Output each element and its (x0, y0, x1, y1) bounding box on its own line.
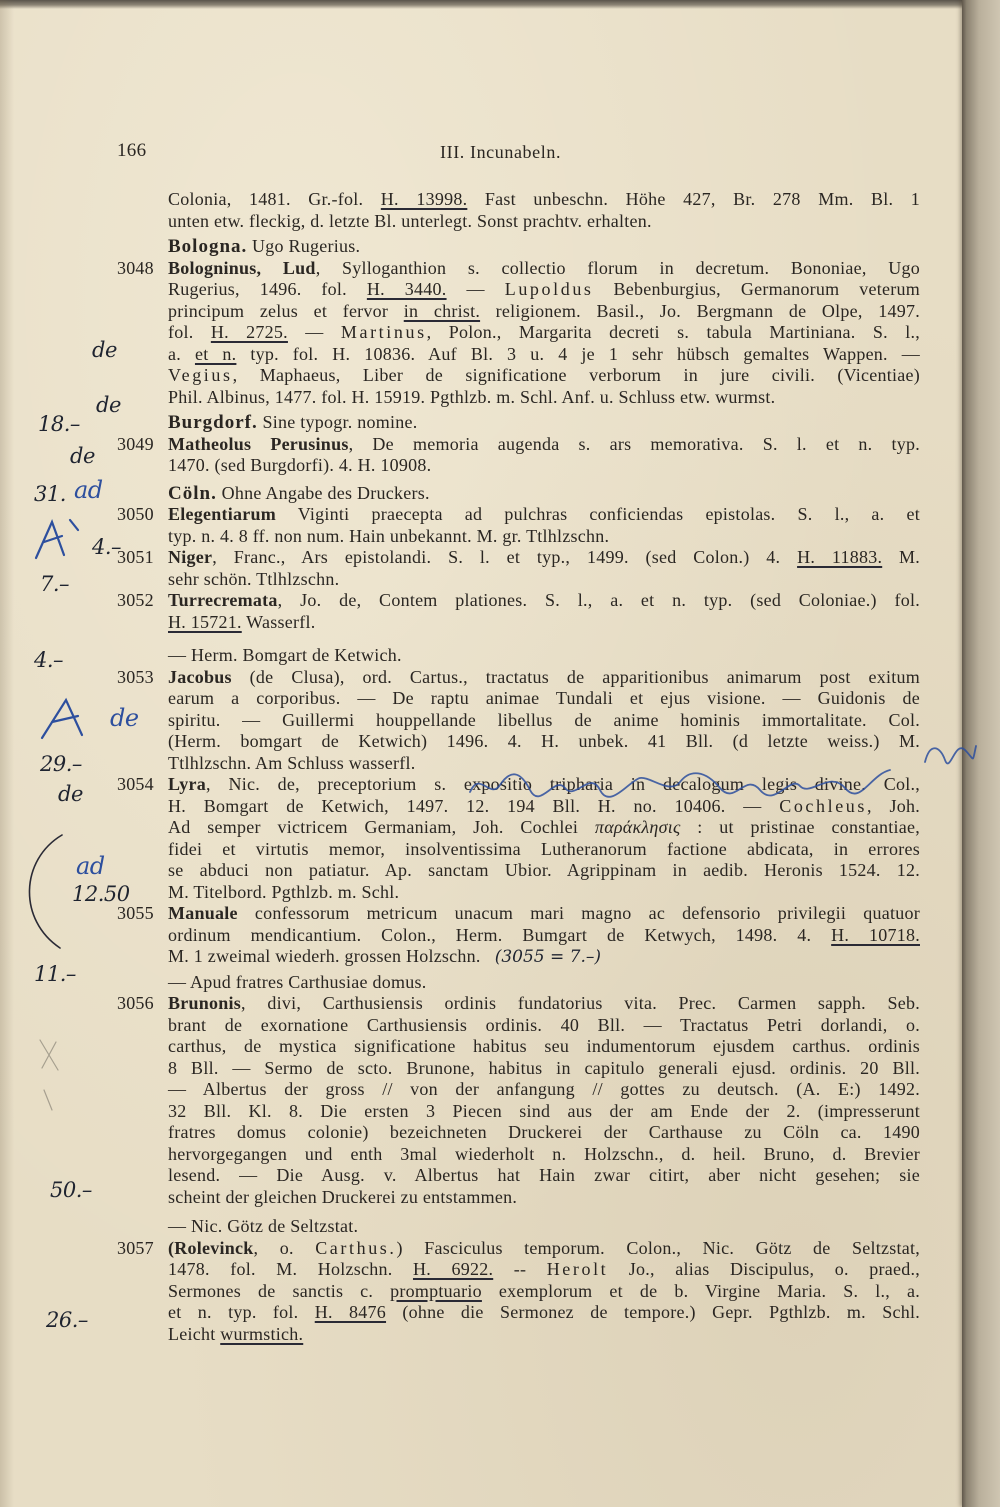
underlined-reference: et n. (194, 343, 237, 364)
text-line (117, 504, 920, 526)
margin-note: 18.– (38, 412, 80, 436)
text-line (168, 796, 920, 818)
text-line (168, 972, 920, 994)
pencil-mark (40, 1040, 58, 1110)
text-line (168, 1165, 920, 1187)
margin-note: 12.50 (72, 882, 130, 906)
spaced-author-name: Vegius (168, 365, 233, 385)
text-segment: Ugo Rugerius. (247, 236, 361, 256)
greek-word: παράκλησις (594, 817, 681, 837)
text-line (168, 279, 920, 301)
entry-title: Bologna. (168, 236, 248, 257)
text-segment: Phil. Albinus, 1477. fol. H. 15919. Pgthlzb. m. Schl. Anf. u. Schluss etw. wurmst. (168, 386, 776, 407)
text-line (168, 1015, 920, 1037)
entry-number: 3055 (117, 903, 154, 923)
text-segment: , Jo. de, Contem plationes. S. l., a. et n. typ. (sed Coloniae.) fol. (277, 590, 920, 610)
entry-number: 3053 (117, 666, 154, 687)
text-line (168, 753, 920, 775)
text-segment: , Polon., Margarita decreti s. tabula Martiniana. S. l., (426, 322, 920, 342)
text-line (168, 1058, 920, 1080)
page-number: 166 (117, 140, 147, 161)
text-segment: Ad semper victricem Germaniam, Joh. Cochlei (168, 817, 595, 837)
entry-number: 3051 (117, 547, 154, 567)
text-segment: unten etw. fleckig, d. letzte Bl. unterlegt. Sonst prachtv. erhalten. (168, 210, 652, 231)
text-line (168, 839, 920, 861)
entry-number: 3052 (117, 590, 154, 610)
underlined-reference: H. 2725. (210, 322, 288, 342)
text-line (168, 344, 920, 366)
margin-note: ad (74, 476, 103, 504)
margin-note: 29.– (40, 752, 82, 776)
text-line (168, 1122, 920, 1144)
text-segment: hervorgegangen und enth 3mal wiederholt n. Holzschn., d. heil. Bruno, d. Brevier (168, 1143, 920, 1164)
text-line (117, 993, 920, 1015)
text-segment: , Nic. de, preceptorium s. expositio tripharia in decalogum legis divine. Col., (206, 774, 920, 794)
text-line (168, 387, 920, 409)
entry-title: Lyra (168, 774, 207, 794)
margin-note: 4.– (92, 535, 122, 559)
text-segment: H. Bomgart de Ketwich, 1497. 12. 194 Bll. H. no. 10406. — (168, 795, 780, 816)
text-line (168, 612, 920, 634)
spaced-author-name: Cochleus (779, 795, 868, 816)
text-segment: Jo., alias Discipulus, o. praed., (608, 1259, 920, 1279)
scan-left-shadow (0, 0, 14, 1507)
text-segment: principum zelus et fervor (168, 300, 404, 321)
catalog-entry (117, 1237, 921, 1346)
text-line (168, 645, 920, 667)
text-segment: Fast unbeschn. Höhe 427, Br. 278 Mm. Bl. 1 (467, 189, 920, 209)
text-segment: lesend. — Die Ausg. v. Albertus hat Hain zwar citirt, aber nicht gesehen; sie (168, 1165, 920, 1185)
text-segment: (Herm. bomgart de Ketwich) 1496. 4. H. unbek. 41 Bll. (d letzte weiss.) M. (168, 731, 920, 751)
text-line (168, 1302, 920, 1324)
text-segment: exemplorum et de b. Virgine Maria. S. l., a. (481, 1280, 920, 1301)
section-heading (168, 972, 920, 994)
catalog-entry (117, 774, 920, 903)
text-segment: — Albertus der gross // von der anfangung // gottes zu deutsch. (A. E:) 1492. (168, 1079, 920, 1099)
margin-bracket (29, 835, 62, 948)
blue-ink-mark (42, 700, 82, 738)
text-line (168, 1259, 920, 1281)
catalog-entry (117, 433, 920, 477)
underlined-reference: H. 11883. (797, 547, 883, 567)
entry-title: Jacobus (168, 666, 232, 687)
margin-note: de (92, 338, 117, 362)
underlined-reference: wurmstich. (220, 1323, 304, 1344)
text-segment: sehr schön. Ttlhlzschn. (168, 568, 340, 589)
text-segment: — (446, 279, 505, 299)
text-segment: Colonia, 1481. Gr.-fol. (168, 189, 381, 209)
handwritten-annotation: (3055 = 7.–) (494, 947, 601, 967)
text-segment: , De memoria augenda s. ars memorativa. S. l. et n. typ. (348, 433, 920, 454)
entry-title: Burgdorf. (168, 412, 258, 433)
text-line (117, 257, 920, 280)
text-segment: -- (493, 1259, 547, 1279)
text-segment: , Joh. (867, 795, 920, 816)
entry-number: 3057 (117, 1237, 154, 1258)
section-heading (168, 645, 920, 667)
text-line (168, 1187, 920, 1209)
margin-note: de (96, 393, 121, 417)
margin-note: 7.– (40, 572, 70, 596)
catalog-body (117, 189, 921, 1345)
text-segment: — Herm. Bomgart de Ketwich. (168, 645, 402, 665)
text-segment: M. 1 zweimal wiederh. grossen Holzschn. (168, 946, 481, 966)
underlined-reference: H. 8476 (314, 1302, 387, 1322)
entry-title: (Rolevinck (168, 1237, 254, 1258)
underlined-reference: in christ. (403, 300, 481, 321)
entry-number: 3049 (117, 433, 154, 454)
text-segment: 1478. fol. M. Holzschn. (168, 1259, 413, 1279)
text-line (168, 1216, 920, 1238)
text-line (168, 946, 920, 968)
text-segment: 1470. (sed Burgdorfi). 4. H. 10908. (168, 455, 432, 475)
section-heading (168, 412, 920, 434)
text-segment: — (287, 322, 341, 342)
text-segment: spiritu. — Guillermi houppellande libellus de anime hominis immortalitate. Col. (168, 709, 920, 730)
text-line (168, 817, 920, 839)
text-segment: , divi, Carthusiensis ordinis fundatorius vita. Prec. Carmen sapph. Seb. (241, 993, 920, 1013)
text-line (168, 860, 920, 882)
text-line (168, 483, 920, 505)
underlined-reference: H. 13998. (380, 189, 468, 209)
text-line (168, 412, 920, 434)
entry-title: Bologninus, Lud (168, 257, 316, 278)
text-segment: Ohne Angabe des Druckers. (216, 482, 430, 503)
text-line (168, 236, 920, 258)
catalog-entry (117, 547, 920, 590)
section-heading (168, 236, 920, 258)
text-segment: typ. n. 4. 8 ff. non num. Hain unbekannt. M. gr. Ttlhlzschn. (168, 525, 610, 546)
text-segment: fratres domus colonie) bezeichneten Druckerei der Carthause zu Cöln ca. 1490 (168, 1122, 920, 1142)
spaced-author-name: Martinus (340, 322, 427, 342)
text-line (168, 882, 920, 904)
text-line (168, 688, 920, 710)
text-segment: — Apud fratres Carthusiae domus. (168, 971, 427, 992)
text-line (117, 433, 920, 456)
scan-top-edge (0, 0, 1000, 9)
text-line (117, 666, 920, 689)
spaced-author-name: Carthus. (315, 1237, 397, 1258)
text-line (117, 774, 920, 796)
text-line (117, 903, 920, 925)
entry-number: 3056 (117, 993, 154, 1013)
text-line (168, 1324, 920, 1346)
text-segment: (de Clusa), ord. Cartus., tractatus de apparitionibus animarum post exitum (231, 666, 920, 687)
text-segment: fidei et virtutis memor, insolventissima Lutheranorum factione abdicata, in errores (168, 838, 920, 859)
text-segment: , Sylloganthion s. collectio florum in decretum. Bononiae, Ugo (315, 257, 920, 278)
running-title: III. Incunabeln. (440, 142, 562, 162)
margin-note: 26.– (46, 1308, 88, 1332)
text-line (168, 1079, 920, 1101)
spaced-author-name: Lupoldus (504, 279, 594, 299)
margin-note: de (58, 782, 83, 806)
entry-title: Turrecremata (168, 590, 278, 610)
entry-number: 3048 (117, 257, 154, 278)
text-segment: Bebenburgius, Germanorum veterum (593, 279, 920, 299)
underlined-reference: H. 3440. (366, 279, 447, 299)
text-segment: ordinum mendicantium. Colon., Herm. Bumgart de Ketwych, 1498. 4. (168, 924, 832, 945)
text-segment: confessorum metricum unacum mari magno ac defensorio privilegii quatuor (237, 903, 920, 923)
catalog-entry (117, 257, 921, 409)
section-heading (168, 483, 920, 505)
text-segment: brant de exornatione Carthusiensis ordinis. 40 Bll. — Tractatus Petri dorlandi, o. (168, 1014, 920, 1035)
underlined-reference: H. 15721. (168, 611, 242, 632)
text-line (168, 322, 920, 344)
text-segment: 32 Bll. Kl. 8. Die ersten 3 Piecen sind aus der am Ende der 2. (impresserunt (168, 1100, 920, 1121)
text-segment: carthus, de mystica significatione habitus seu indumentorum ejusdem carthus. ordinis (168, 1036, 920, 1056)
margin-note: 50.– (50, 1178, 92, 1202)
entry-title: Manuale (168, 903, 238, 923)
entry-title: Cöln. (168, 482, 217, 504)
text-segment: Sine typogr. nomine. (257, 412, 418, 432)
underlined-reference: promptuario (390, 1280, 482, 1301)
catalog-entry (117, 666, 920, 775)
entry-number: 3054 (117, 774, 154, 794)
underlined-reference: H. 6922. (412, 1259, 494, 1279)
blue-ink-mark (36, 520, 78, 558)
text-line (168, 211, 920, 233)
entry-number: 3050 (117, 504, 154, 524)
text-segment: earum a corporibus. — De raptu animae Tundali et ejus visione. — Guidonis de (168, 688, 920, 708)
text-segment: typ. fol. H. 10836. Auf Bl. 3 u. 4 je 1 sehr hübsch gemaltes Wappen. — (236, 343, 921, 364)
text-line (168, 365, 920, 387)
catalog-entry (168, 189, 920, 232)
text-line (168, 1144, 920, 1166)
text-segment: a. (168, 343, 195, 364)
section-heading (168, 1216, 920, 1238)
text-segment: — Nic. Götz de Seltzstat. (168, 1216, 359, 1236)
text-segment: Viginti praecepta ad pulchras conficiendas epistolas. S. l., a. et (276, 504, 920, 524)
text-segment: Rugerius, 1496. fol. (168, 279, 367, 299)
spaced-author-name: Herolt (546, 1259, 609, 1279)
catalog-entry (117, 903, 920, 968)
text-segment: 8 Bll. — Sermo de scto. Brunone, habitus in capitulo generali ejusd. ordinis. 20 Bll. (168, 1057, 920, 1078)
entry-title: Elegentiarum (168, 504, 276, 524)
entry-title: Matheolus Perusinus (168, 433, 349, 454)
text-line (168, 1281, 920, 1303)
text-segment: ) Fasciculus temporum. Colon., Nic. Götz de Seltzstat, (396, 1237, 921, 1258)
text-segment: (ohne die Sermonez de tempore.) Gepr. Pgthlzb. m. Schl. (386, 1302, 920, 1322)
text-segment: et n. typ. fol. (168, 1302, 315, 1322)
text-segment: , o. (253, 1237, 316, 1258)
text-segment: M. Titelbord. Pgthlzb. m. Schl. (168, 881, 400, 902)
entry-title: Brunonis (168, 993, 242, 1013)
text-segment: fol. (168, 322, 211, 342)
underlined-reference: H. 10718. (831, 924, 920, 945)
text-line (168, 455, 920, 477)
text-line (168, 526, 920, 548)
text-segment: : ut pristinae constantiae, (680, 817, 920, 837)
text-segment: Leicht (168, 1323, 221, 1344)
margin-note: de (110, 704, 139, 732)
text-line (168, 1101, 920, 1123)
catalog-entry (117, 590, 920, 633)
text-line (117, 547, 920, 569)
margin-note: 11.– (34, 962, 76, 986)
text-line (117, 1237, 921, 1260)
entry-title: Niger (168, 547, 213, 567)
catalog-entry (117, 993, 920, 1208)
book-gutter (962, 0, 1000, 1507)
margin-note: ad (76, 852, 105, 880)
text-segment: scheint der gleichen Druckerei zu entstammen. (168, 1186, 518, 1207)
margin-note: de (70, 444, 95, 468)
text-segment: se abduci non patiatur. Ap. sanctam Ubior. Agrippinam in aedib. Heronis 1524. 12. (168, 860, 920, 880)
text-line (168, 1036, 920, 1058)
text-line (168, 925, 920, 947)
text-line (117, 590, 920, 612)
margin-note: 31. (34, 482, 66, 506)
text-line (168, 710, 920, 732)
text-line (168, 569, 920, 591)
text-segment: , Maphaeus, Liber de significatione verborum in jure civili. (Vicentiae) (232, 365, 920, 385)
text-segment: M. (882, 547, 920, 567)
text-segment: Sermones de sanctis c. (168, 1280, 391, 1301)
text-segment: , Franc., Ars epistolandi. S. l. et typ., 1499. (sed Colon.) 4. (212, 547, 798, 567)
text-line (168, 731, 920, 753)
text-line (168, 301, 920, 323)
text-segment: religionem. Basil., Jo. Bergmann de Olpe, 1497. (480, 300, 920, 321)
text-line (168, 189, 920, 211)
margin-note: 4.– (34, 648, 64, 672)
text-segment: Wasserfl. (241, 611, 316, 632)
text-segment: Ttlhlzschn. Am Schluss wasserfl. (168, 752, 416, 773)
catalog-entry (117, 504, 920, 547)
